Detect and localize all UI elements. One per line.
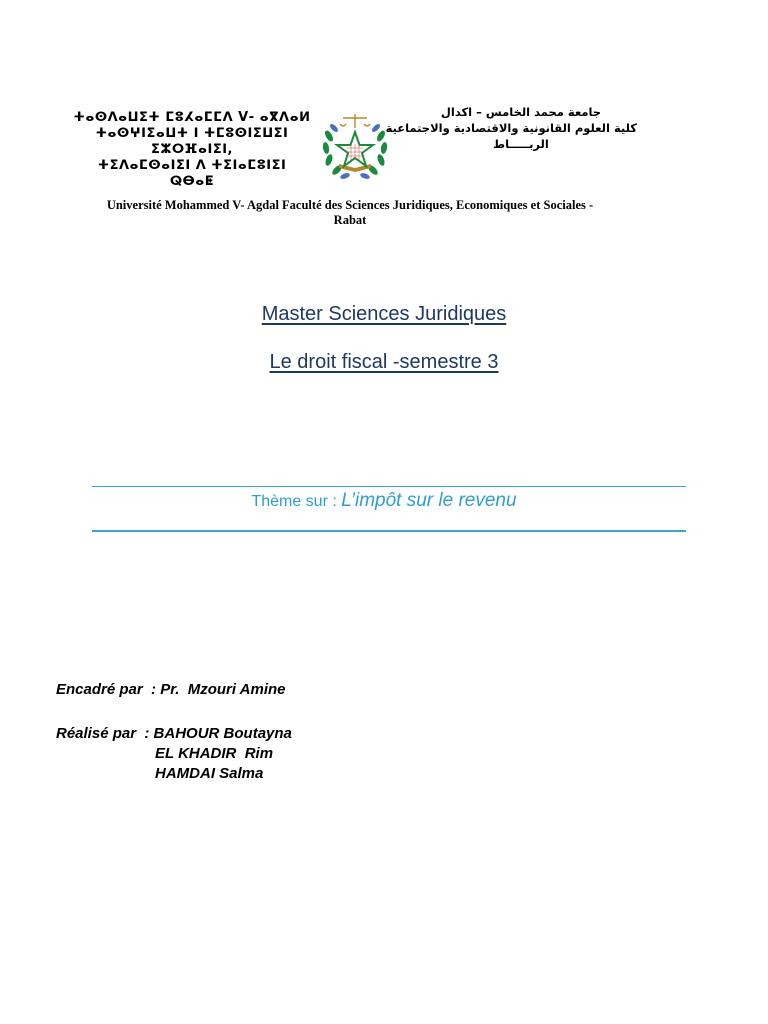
- authored-label: Réalisé par :: [56, 725, 154, 742]
- university-city: Rabat: [333, 213, 367, 227]
- course-title: Le droit fiscal -semestre 3: [269, 351, 499, 373]
- theme-text: L’impôt sur le revenu: [341, 490, 517, 511]
- theme-label: Thème sur :: [251, 493, 342, 510]
- letterhead: [60, 100, 640, 235]
- author-row: [56, 764, 292, 784]
- author-name: EL KHADIR Rim: [155, 745, 274, 762]
- arabic-line: الربـــــاط: [493, 137, 549, 151]
- arabic-university-name: [385, 104, 637, 152]
- university-seal-icon: [315, 106, 395, 186]
- supervisor-name: Pr. Mzouri Amine: [160, 681, 286, 698]
- arabic-line: جامعة محمد الخامس – اكدال: [440, 105, 602, 119]
- theme-top-rule: [92, 486, 686, 487]
- author-name: HAMDAI Salma: [155, 765, 264, 782]
- theme-heading: [0, 490, 768, 512]
- author-name: BAHOUR Boutayna: [153, 725, 292, 742]
- tifinagh-line: ⵜⴰⵙⵖⵏⵉⴰⵡⵜ ⵏ ⵜⵎⵓⵙⵏⵉⵡⵉⵏ: [95, 126, 289, 141]
- university-line: Université Mohammed V- Agdal Faculté des Sciences Juridiques, Economiques et Sociales -: [106, 198, 594, 212]
- supervisor-row: [56, 680, 292, 700]
- supervised-label: Encadré par :: [56, 681, 161, 698]
- arabic-line: كلية العلوم القانونية والاقتصادية والاجتماعية: [385, 121, 637, 135]
- authors-row: [56, 724, 292, 744]
- program-title: Master Sciences Juridiques: [261, 303, 507, 325]
- tifinagh-line: ⵜⵉⴷⴰⵎⵙⴰⵏⵉⵏ ⴷ ⵜⵉⵏⴰⵎⵓⵏⵉⵏ: [97, 158, 287, 173]
- tifinagh-university-name: [72, 110, 312, 190]
- tifinagh-line: ⵕⴱⴰⵟ: [169, 174, 215, 189]
- theme-bottom-rule: [92, 530, 686, 532]
- tifinagh-line: ⵉⵣⵔⴼⴰⵏⵉⵏ,: [150, 142, 233, 157]
- tifinagh-line: ⵜⴰⵙⴷⴰⵡⵉⵜ ⵎⵓⵃⴰⵎⵎⴷ Ⅴ- ⴰⴳⴷⴰⵍ: [73, 110, 311, 125]
- credits-block: [56, 680, 292, 784]
- university-name-french: [60, 198, 640, 228]
- author-row: [56, 744, 292, 764]
